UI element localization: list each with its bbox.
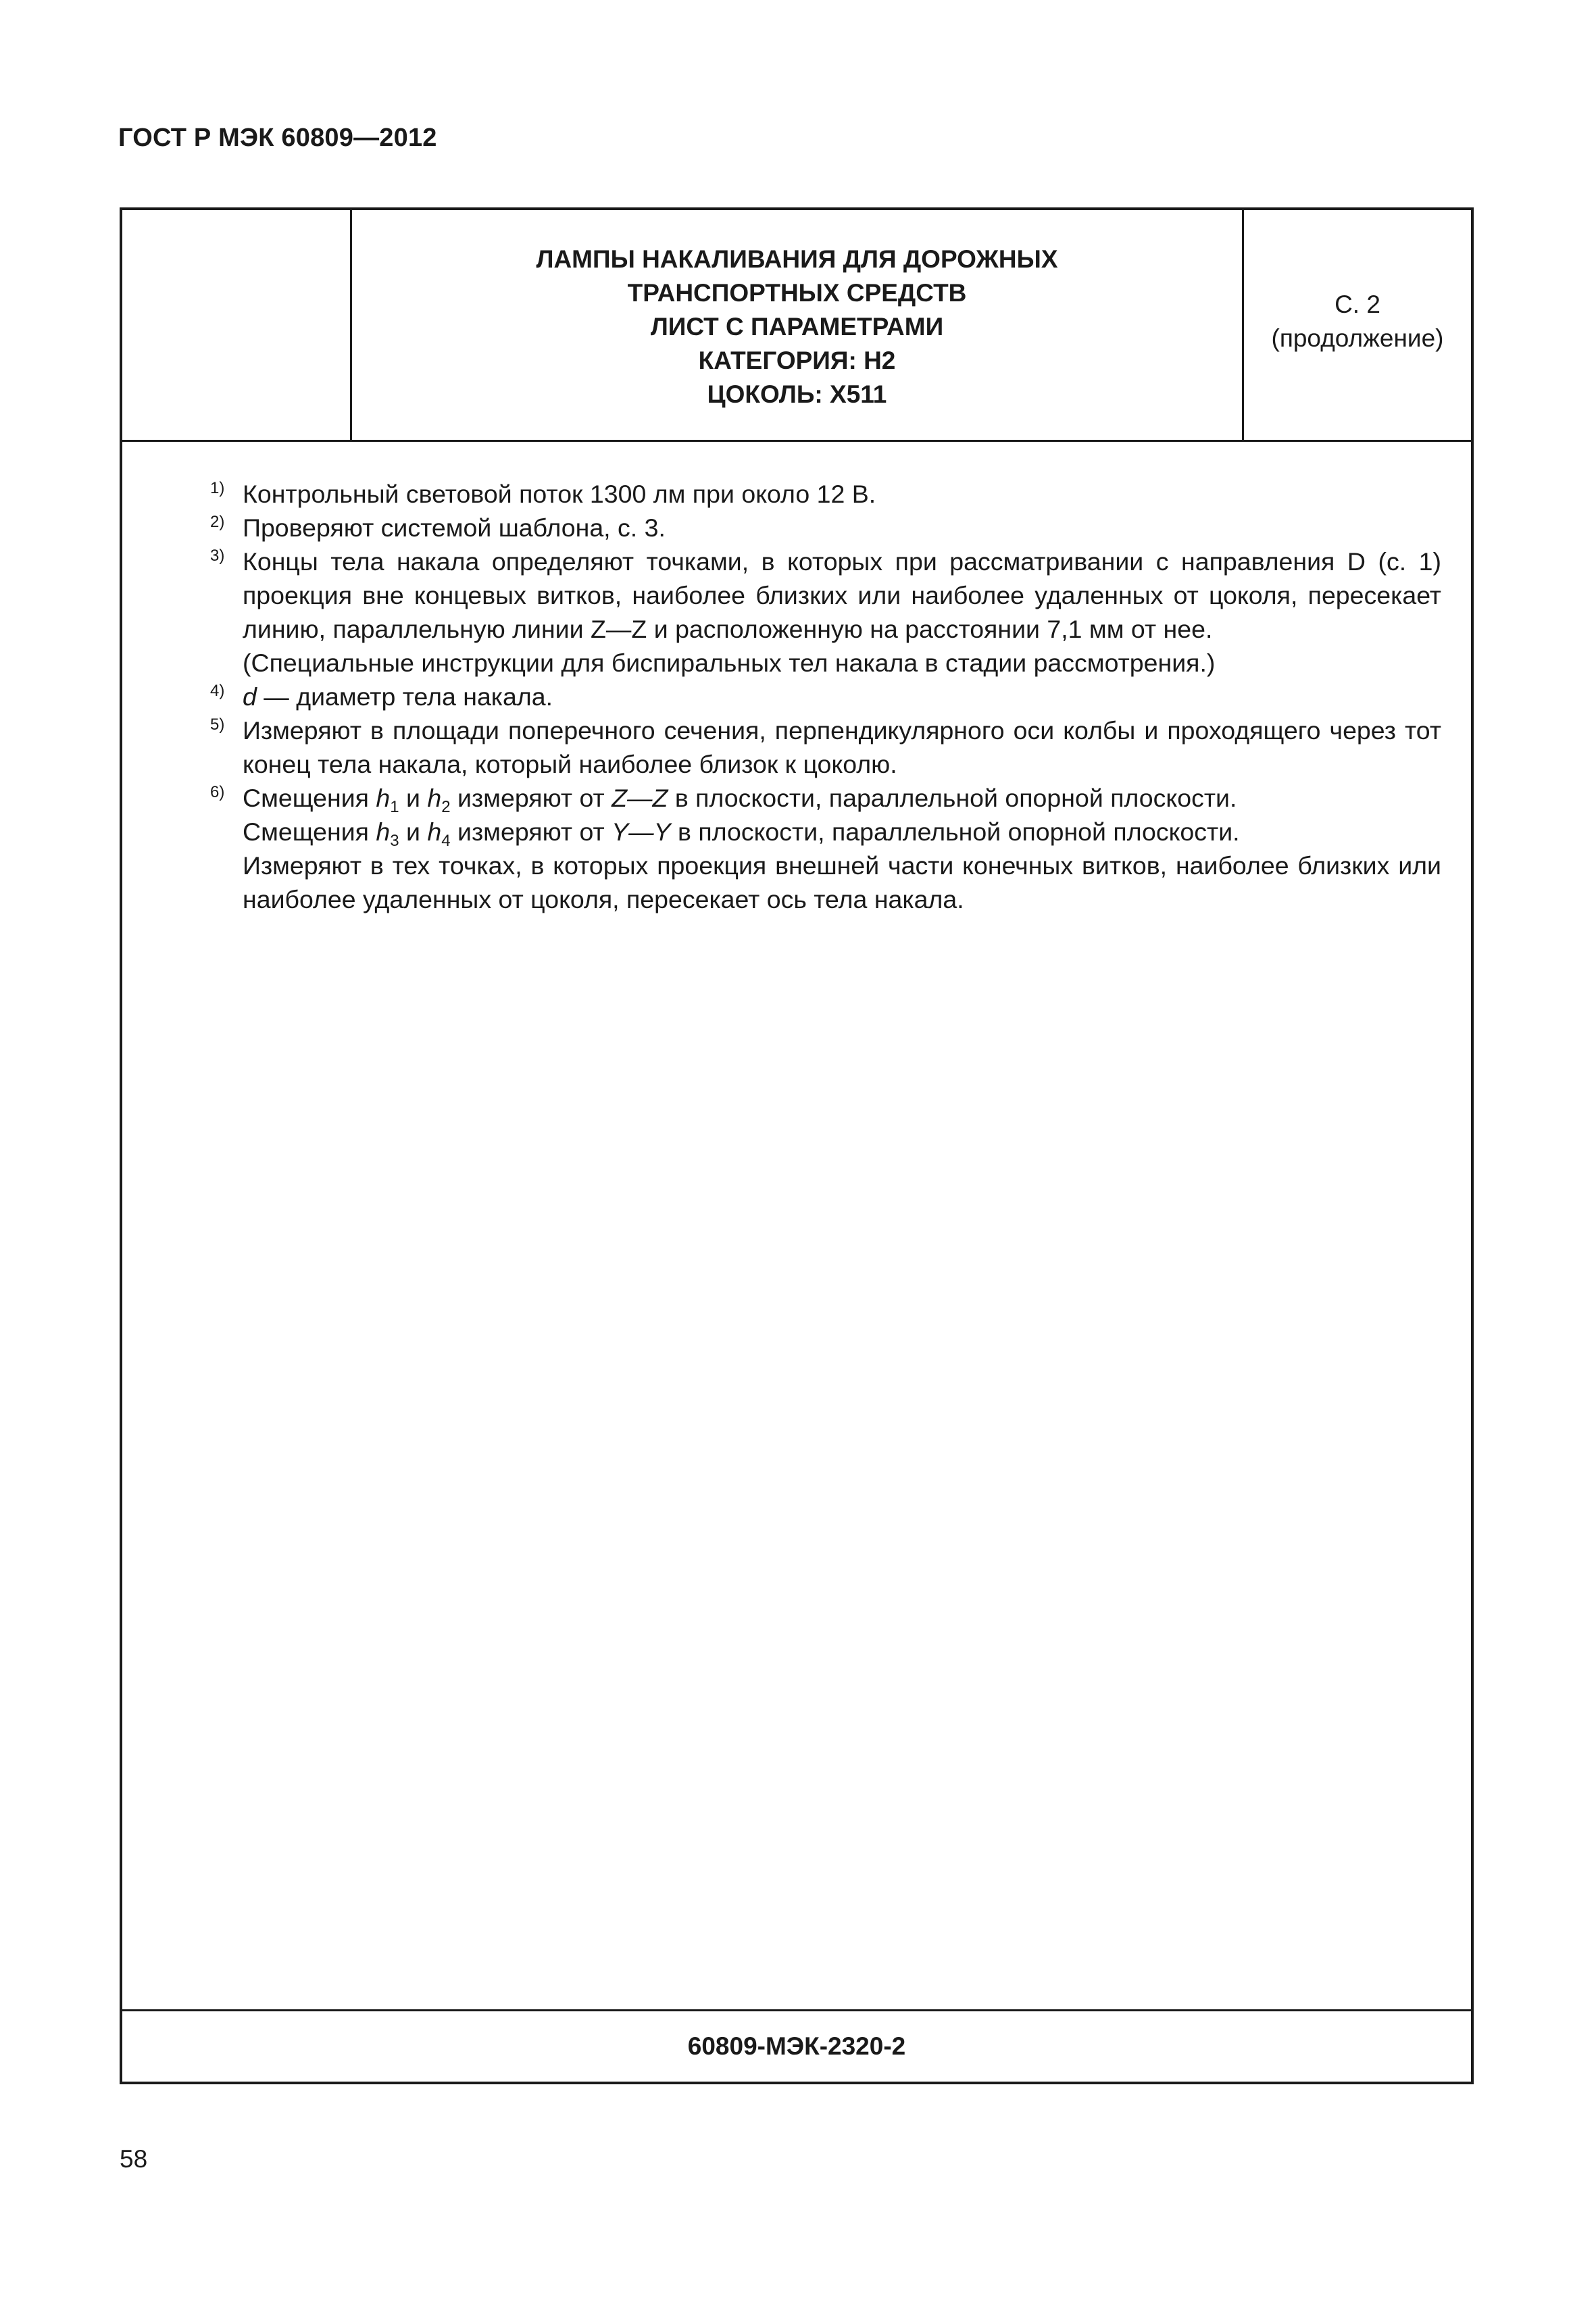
footnotes xyxy=(122,440,1471,916)
footnote-text: Измеряют в площади поперечного сечения, перпендикулярного оси колбы и проходящего через тот конец тела накала, который наиболее близок к цоколю. xyxy=(243,716,1441,778)
text-part: и xyxy=(399,818,428,846)
footnote-text: Измеряют в тех точках, в которых проекция внешней части конечных витков, наиболее близких или наиболее удаленных от цоколя, пересекает ось тела накала. xyxy=(243,851,1441,913)
footnote-3 xyxy=(183,545,1441,680)
sheet-title xyxy=(352,210,1244,440)
axis-label: Y—Y xyxy=(612,818,671,846)
footnote-5 xyxy=(183,713,1441,781)
footnote-1 xyxy=(183,477,1441,511)
text-part: измеряют от xyxy=(450,818,612,846)
title-line: ЦОКОЛЬ: Х511 xyxy=(707,380,887,408)
subscript: 2 xyxy=(441,798,451,816)
footnote-text xyxy=(243,680,1441,713)
footnote-2 xyxy=(183,511,1441,545)
footnote-marker: 6) xyxy=(210,783,225,801)
sheet-code-row xyxy=(122,2009,1471,2082)
footnote-marker: 4) xyxy=(210,682,225,700)
axis-label: Z—Z xyxy=(612,784,668,812)
footnote-text: Контрольный световой поток 1300 лм при около 12 В. xyxy=(243,480,876,508)
footnote-6 xyxy=(183,781,1441,916)
text-part: Смещения xyxy=(243,818,376,846)
parameter-sheet-frame xyxy=(120,207,1474,2084)
text-part: в плоскости, параллельной опорной плоскости. xyxy=(670,818,1240,846)
text-part: Смещения xyxy=(243,784,376,812)
sheet-page-cell xyxy=(1244,210,1471,440)
footnote-text: Концы тела накала определяют точками, в которых при рассматривании с направления D (с. 1) проекция вне концевых витков, наиболее близких или наиболее удаленных от цоколя, пересекает линию, параллельную линии Z—Z и расположенную на расстоянии 7,1 мм от нее. xyxy=(243,547,1441,643)
title-line: ЛАМПЫ НАКАЛИВАНИЯ ДЛЯ ДОРОЖНЫХ xyxy=(536,245,1058,273)
footnote-text-part: — диаметр тела накала. xyxy=(256,682,553,711)
title-line: ТРАНСПОРТНЫХ СРЕДСТВ xyxy=(627,279,967,307)
title-block-empty-cell xyxy=(122,210,352,440)
subscript: 3 xyxy=(390,832,399,850)
offset-symbol: h xyxy=(427,784,442,812)
footnote-line-offsets-y xyxy=(243,815,1441,849)
standard-designation: ГОСТ Р МЭК 60809—2012 xyxy=(118,124,437,152)
page-number: 58 xyxy=(120,2145,148,2173)
title-line: КАТЕГОРИЯ: Н2 xyxy=(698,347,896,374)
title-line: ЛИСТ С ПАРАМЕТРАМИ xyxy=(650,313,944,341)
footnote-marker: 1) xyxy=(210,479,225,497)
offset-symbol: h xyxy=(427,818,442,846)
sheet-code: 60809-МЭК-2320-2 xyxy=(687,2032,906,2060)
text-part: измеряют от xyxy=(450,784,612,812)
footnote-marker: 5) xyxy=(210,715,225,734)
subscript: 1 xyxy=(390,798,399,816)
text-part: и xyxy=(399,784,428,812)
title-block xyxy=(122,210,1471,442)
offset-symbol: h xyxy=(376,818,391,846)
diameter-symbol: d xyxy=(243,682,257,711)
text-part: в плоскости, параллельной опорной плоскости. xyxy=(668,784,1237,812)
footnote-line-offsets-z xyxy=(243,781,1441,815)
subscript: 4 xyxy=(441,832,451,850)
sheet-number: С. 2 xyxy=(1335,291,1380,318)
footnote-remark: (Специальные инструкции для биспиральных тел накала в стадии рассмотрения.) xyxy=(243,649,1216,677)
continuation-label: (продолжение) xyxy=(1271,324,1444,352)
offset-symbol: h xyxy=(376,784,391,812)
footnote-marker: 2) xyxy=(210,513,225,531)
footnote-marker: 3) xyxy=(210,547,225,565)
footnote-4 xyxy=(183,680,1441,713)
footnote-text: Проверяют системой шаблона, с. 3. xyxy=(243,513,666,542)
